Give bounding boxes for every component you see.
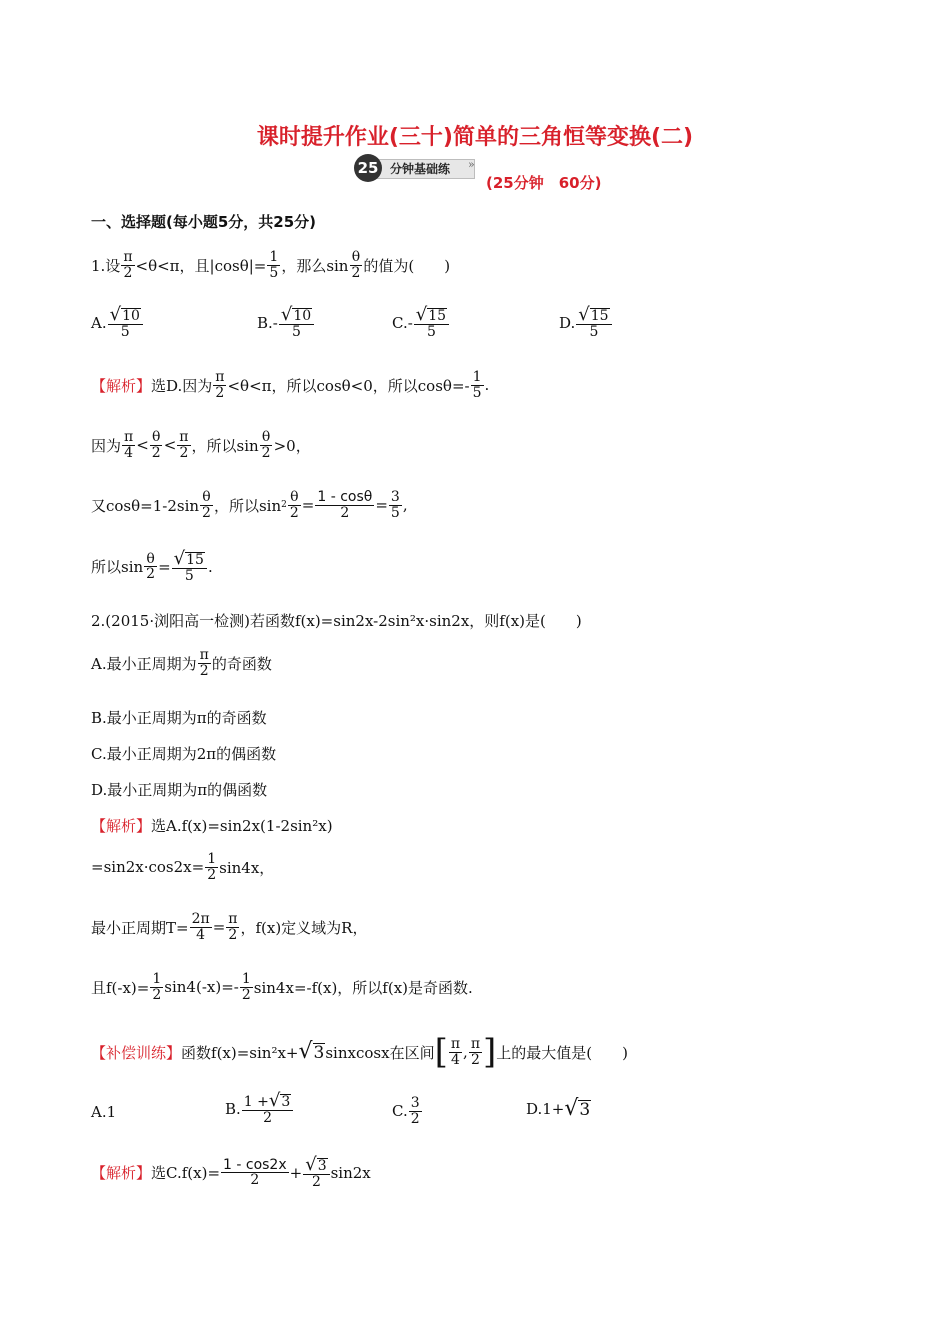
badge-label: 分钟基础练 <box>390 162 451 176</box>
numerator: π <box>470 1035 481 1052</box>
sqrt <box>108 306 143 325</box>
text: 又cosθ=1-2sin <box>91 496 200 515</box>
radical-icon: √ <box>415 304 428 325</box>
text: 的奇函数 <box>211 654 272 673</box>
option-label: D. <box>559 313 576 332</box>
q2-option-c: C.最小正周期为2π的偶函数 <box>91 745 277 763</box>
text: , <box>463 1043 468 1061</box>
numerator: π <box>179 429 189 445</box>
q1-option-c <box>392 306 450 340</box>
denominator: 5 <box>292 324 301 340</box>
q2-option-b: B.最小正周期为π的奇函数 <box>91 709 267 727</box>
denominator: 5 <box>472 384 482 401</box>
numerator: θ <box>261 429 271 445</box>
option-fraction <box>576 306 611 340</box>
text: ，所以sin <box>213 496 282 515</box>
q2-stem: 2.(2015·浏阳高一检测)若函数f(x)=sin2x-2sin²x·sin2x，则f(x)是( ) <box>91 612 582 630</box>
one-half <box>150 972 163 1002</box>
option-label: B. <box>225 1099 241 1118</box>
timer-badge <box>354 154 476 182</box>
two-pi-over-4 <box>190 912 212 942</box>
radicand: 10 <box>293 307 312 324</box>
numerator: π <box>124 429 134 445</box>
radicand: 3 <box>579 1100 591 1121</box>
numerator: θ <box>152 429 161 445</box>
radicand: 15 <box>590 307 609 324</box>
denominator: 5 <box>269 264 279 281</box>
one-half <box>205 852 218 882</box>
text: = <box>375 496 388 515</box>
denominator: 2 <box>151 444 161 461</box>
q1-condition: <θ<π，且|cosθ|= <box>135 256 267 275</box>
radicand: 3 <box>281 1093 291 1110</box>
denominator: 2 <box>202 504 211 521</box>
theta-over-2 <box>288 490 301 520</box>
option-label: C. <box>392 1102 408 1121</box>
extra-option-c <box>392 1096 423 1126</box>
denominator: 2 <box>152 986 162 1003</box>
denominator: 2 <box>340 504 350 521</box>
numerator: π <box>123 249 133 265</box>
numerator: π <box>228 911 238 927</box>
text: 选D.因为 <box>151 376 213 395</box>
text: . <box>484 376 490 395</box>
q2-option-d: D.最小正周期为π的偶函数 <box>91 781 268 799</box>
pi-over-4 <box>122 430 135 460</box>
radicand: 15 <box>428 307 447 324</box>
solution-1-line-1 <box>91 370 489 400</box>
radical-icon: √ <box>268 1090 281 1111</box>
sqrt <box>303 1156 329 1175</box>
numerator: 1 <box>152 971 162 987</box>
numerator: θ <box>146 550 155 567</box>
denominator: 2 <box>123 264 133 281</box>
sqrt <box>172 550 207 569</box>
numerator: π <box>450 1035 461 1052</box>
radical-icon: √ <box>305 1154 317 1175</box>
text: >0， <box>273 436 311 455</box>
solution-1-line-2 <box>91 430 311 460</box>
theta-over-2 <box>150 430 163 460</box>
time-note: (25分钟 60分) <box>486 174 602 192</box>
double-chevron-icon: » <box>468 158 475 171</box>
text: , <box>402 496 408 515</box>
denominator: 2 <box>179 444 189 461</box>
theta-over-2 <box>200 490 213 520</box>
solution-3-line-1 <box>91 1156 371 1190</box>
text: 选C.f(x)= <box>151 1164 221 1183</box>
denominator: 5 <box>390 504 400 521</box>
text: 因为 <box>91 436 122 455</box>
denominator: 2 <box>410 1110 420 1127</box>
pi-over-2 <box>226 912 239 942</box>
superscript: 2 <box>281 500 287 511</box>
text: = <box>212 918 226 937</box>
radicand: 3 <box>317 1157 327 1174</box>
text: + <box>289 1163 303 1182</box>
q1-option-a <box>91 306 144 340</box>
radical-icon: √ <box>564 1096 579 1121</box>
sqrt3-over-2 <box>303 1156 329 1190</box>
theta-over-2 <box>260 430 273 460</box>
text: = <box>301 496 315 515</box>
option-label: C.- <box>392 313 413 332</box>
text: =sin2x·cos2x= <box>91 858 205 877</box>
analysis-tag: 【解析】 <box>91 1164 152 1183</box>
option-fraction <box>108 306 143 340</box>
extra-question <box>91 1032 629 1072</box>
denominator: 2 <box>207 866 217 883</box>
denominator: 4 <box>124 444 134 461</box>
numerator: 2π <box>191 911 210 927</box>
pi-over-2 <box>469 1037 482 1067</box>
right-bracket: ] <box>483 1032 497 1072</box>
sqrt <box>299 1041 326 1063</box>
text: sin4x=-f(x)，所以f(x)是奇函数. <box>253 978 473 997</box>
three-fifths <box>389 490 402 520</box>
numerator: θ <box>290 489 299 505</box>
numerator <box>242 1092 294 1111</box>
numerator: 1 <box>269 249 279 265</box>
text: ，所以sin <box>191 436 259 455</box>
radical-icon: √ <box>298 1039 313 1064</box>
text: 1 + <box>243 1094 269 1111</box>
pi-over-2 <box>177 430 190 460</box>
numerator: 3 <box>390 489 400 505</box>
sqrt <box>269 1092 291 1110</box>
solution-2-line-3 <box>91 912 367 942</box>
theta-over-2 <box>144 552 157 582</box>
text: 最小正周期T= <box>91 918 189 937</box>
text: sin2x <box>330 1163 371 1182</box>
question-1 <box>91 250 450 280</box>
option-label: A. <box>91 313 107 332</box>
sqrt <box>576 306 611 325</box>
denominator: 4 <box>450 1051 460 1068</box>
text: 且f(-x)= <box>91 978 150 997</box>
analysis-tag: 【解析】 <box>91 817 152 835</box>
numerator: π <box>215 369 225 385</box>
sqrt <box>414 306 449 325</box>
sqrt <box>279 306 314 325</box>
three-halves <box>409 1096 422 1126</box>
question-2 <box>91 610 582 631</box>
one-half <box>240 972 253 1002</box>
text: sin4x， <box>219 858 275 877</box>
text: < <box>163 436 177 455</box>
denominator: 2 <box>289 504 299 521</box>
page-title: 课时提升作业(三十)简单的三角恒等变换(二) <box>256 125 694 150</box>
q1-prefix: 1.设 <box>91 256 121 275</box>
denominator: 2 <box>261 444 271 461</box>
text: < <box>136 436 149 455</box>
option-fraction <box>242 1092 294 1126</box>
text: sinxcosx在区间 <box>325 1043 435 1062</box>
option-fraction <box>414 306 449 340</box>
denominator: 5 <box>589 324 599 340</box>
solution-2-line-1 <box>91 815 333 836</box>
numerator: 1 - cosθ <box>317 489 373 505</box>
theta-over-2 <box>349 250 362 280</box>
denominator: 4 <box>196 926 206 943</box>
denominator: 2 <box>146 566 156 583</box>
analysis-tag: 【解析】 <box>91 376 152 395</box>
radical-icon: √ <box>109 304 122 325</box>
radical-icon: √ <box>578 304 590 325</box>
numerator: π <box>199 647 209 663</box>
radicand: 15 <box>186 551 204 568</box>
one-fifth <box>267 250 280 280</box>
extra-tag: 【补偿训练】 <box>91 1043 182 1062</box>
text: . <box>207 557 213 576</box>
numerator: θ <box>351 249 361 265</box>
solution-2-line-4 <box>91 972 473 1002</box>
q1-option-d <box>559 306 613 340</box>
numerator: θ <box>202 489 211 505</box>
denominator: 2 <box>228 926 238 943</box>
text: 选A.f(x)=sin2x(1-2sin²x) <box>151 817 333 835</box>
text: 函数f(x)=sin²x+ <box>181 1043 299 1062</box>
text: 上的最大值是( ) <box>496 1043 629 1062</box>
solution-2-line-2 <box>91 852 274 882</box>
sqrt <box>564 1098 591 1120</box>
text: sin4(-x)=- <box>164 978 239 997</box>
option-label: D.1+ <box>526 1100 565 1118</box>
q1-tail: 的值为( ) <box>363 256 451 275</box>
q1-ask: ，那么sin <box>281 256 349 275</box>
denominator: 5 <box>120 324 130 340</box>
numerator: 1 <box>241 971 251 987</box>
solution-1-line-4 <box>91 550 213 584</box>
numerator: 3 <box>410 1095 420 1111</box>
left-bracket: [ <box>434 1032 448 1072</box>
one-fifth <box>471 370 484 400</box>
q2-option-a <box>91 648 272 678</box>
pi-over-2 <box>198 648 211 678</box>
denominator: 2 <box>199 662 209 679</box>
pi-over-2 <box>213 370 226 400</box>
denominator: 2 <box>351 264 361 281</box>
text: = <box>158 557 171 576</box>
text: 所以sin <box>91 558 144 577</box>
denominator: 2 <box>311 1174 321 1190</box>
denominator: 2 <box>241 986 251 1003</box>
denominator: 5 <box>184 568 194 584</box>
option-label: B.- <box>257 313 278 332</box>
text: A.最小正周期为 <box>91 654 197 673</box>
radicand: 3 <box>313 1043 325 1064</box>
denominator: 5 <box>426 324 436 340</box>
denominator: 2 <box>263 1110 272 1126</box>
radicand: 10 <box>122 307 140 324</box>
solution-1-line-3 <box>91 490 408 520</box>
cos-fraction <box>221 1158 289 1188</box>
text: <θ<π，所以cosθ<0，所以cosθ=- <box>227 376 470 395</box>
radical-icon: √ <box>280 304 293 325</box>
pi-over-2 <box>121 250 134 280</box>
denominator: 2 <box>470 1051 480 1068</box>
extra-option-d <box>526 1098 591 1120</box>
denominator: 2 <box>250 1172 260 1189</box>
badge-number: 25 <box>354 154 382 182</box>
q1-option-b <box>257 306 315 340</box>
text: ，f(x)定义域为R， <box>240 918 368 937</box>
numerator: 1 <box>207 851 217 867</box>
answer-fraction <box>172 550 207 584</box>
extra-option-b <box>225 1092 294 1126</box>
option-fraction <box>279 306 314 340</box>
denominator: 2 <box>215 384 225 401</box>
pi-over-4 <box>449 1037 462 1067</box>
radical-icon: √ <box>173 548 186 569</box>
numerator: 1 - cos2x <box>223 1156 287 1173</box>
numerator: 1 <box>472 369 482 385</box>
extra-option-a: A.1 <box>91 1103 117 1121</box>
section-heading: 一、选择题(每小题5分，共25分) <box>91 213 317 231</box>
half-angle-fraction <box>315 490 374 520</box>
